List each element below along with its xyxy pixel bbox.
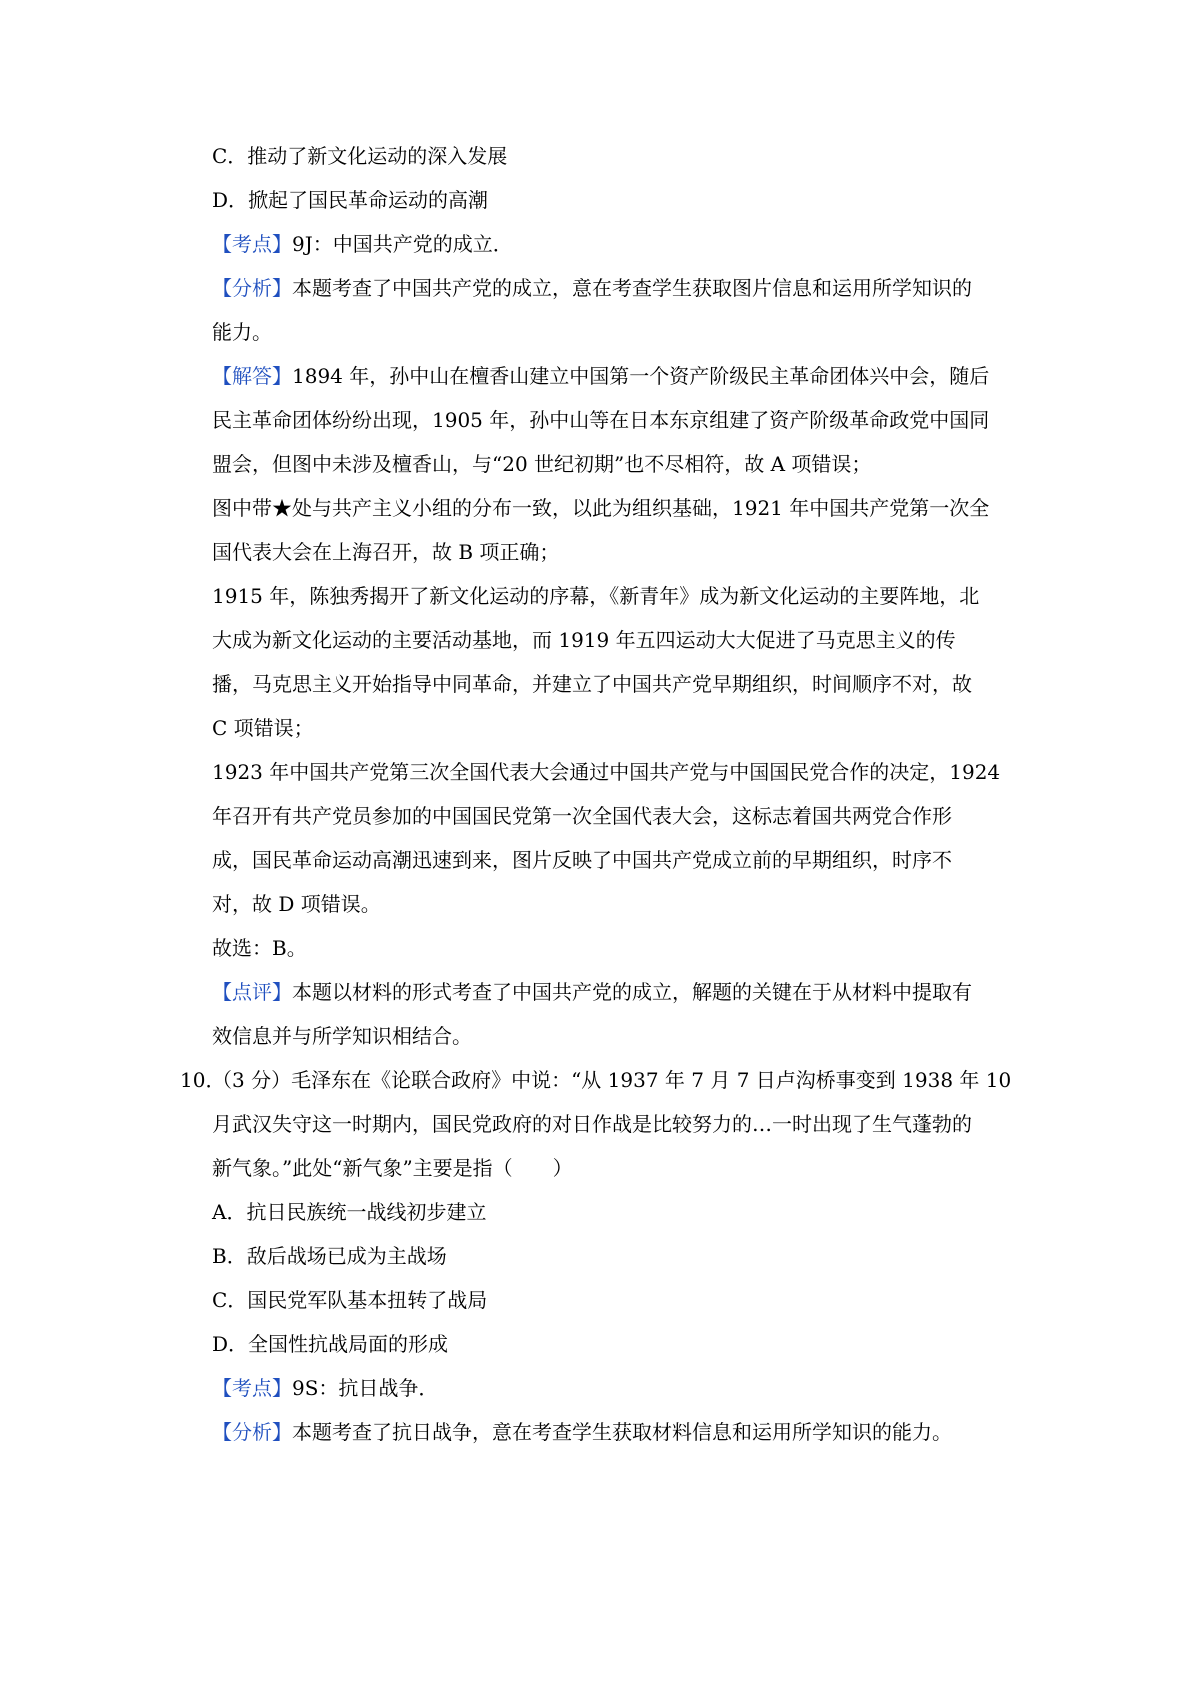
q9-jieda-line-8: 播，马克思主义开始指导中同革命，并建立了中国共产党早期组织，时间顺序不对，故	[212, 672, 972, 696]
q10-stem-line-1: （3 分）毛泽东在《论联合政府》中说：“从 1937 年 7 月 7 日卢沟桥事变到 1938 年 10	[212, 1068, 1012, 1092]
jieda-text: 1894 年，孙中山在檀香山建立中国第一个资产阶级民主革命团体兴中会，随后	[292, 364, 990, 388]
q9-dianping-line-2: 效信息并与所学知识相结合。	[212, 1024, 472, 1048]
q10-stem-line-3: 新气象。”此处“新气象”主要是指（ ）	[212, 1156, 573, 1180]
q9-jieda-line-3: 盟会，但图中未涉及檀香山，与“20 世纪初期”也不尽相符，故 A 项错误；	[212, 452, 872, 476]
kaodian-tag: 【考点】	[212, 232, 292, 256]
fenxi-tag: 【分析】	[212, 1420, 292, 1444]
q10-fenxi	[212, 1420, 952, 1444]
kaodian-tag: 【考点】	[212, 1376, 292, 1400]
kaodian-text: 9J：中国共产党的成立．	[292, 232, 513, 256]
q10-option-c: C．国民党军队基本扭转了战局	[212, 1288, 488, 1312]
q10-number: 10．	[180, 1068, 226, 1092]
q9-jieda-line-4: 图中带★处与共产主义小组的分布一致，以此为组织基础，1921 年中国共产党第一次全	[212, 496, 990, 520]
q9-jieda-line-10: 1923 年中国共产党第三次全国代表大会通过中国共产党与中国国民党合作的决定，1924	[212, 760, 1001, 784]
q9-jieda-line-7: 大成为新文化运动的主要活动基地，而 1919 年五四运动大大促进了马克思主义的传	[212, 628, 956, 652]
fenxi-text: 本题考查了抗日战争，意在考查学生获取材料信息和运用所学知识的能力。	[292, 1420, 952, 1444]
q9-jieda-line-13: 对，故 D 项错误。	[212, 892, 381, 916]
q10-kaodian	[212, 1376, 438, 1400]
option-d-prev: D．掀起了国民革命运动的高潮	[212, 188, 489, 212]
fenxi-text: 本题考查了中国共产党的成立，意在考查学生获取图片信息和运用所学知识的	[292, 276, 972, 300]
q9-jieda-line-12: 成，国民革命运动高潮迅速到来，图片反映了中国共产党成立前的早期组织，时序不	[212, 848, 952, 872]
fenxi-tag: 【分析】	[212, 276, 292, 300]
q9-answer: 故选：B。	[212, 936, 307, 960]
q10-stem-line-2: 月武汉失守这一时期内，国民党政府的对日作战是比较努力的…一时出现了生气蓬勃的	[212, 1112, 972, 1136]
q9-jieda-line-5: 国代表大会在上海召开，故 B 项正确；	[212, 540, 560, 564]
option-c-prev: C．推动了新文化运动的深入发展	[212, 144, 508, 168]
q9-kaodian	[212, 232, 513, 256]
q9-jieda-line-9: C 项错误；	[212, 716, 314, 740]
jieda-tag: 【解答】	[212, 364, 292, 388]
dianping-text: 本题以材料的形式考查了中国共产党的成立，解题的关键在于从材料中提取有	[292, 980, 972, 1004]
q9-jieda-line-1	[212, 364, 989, 388]
dianping-tag: 【点评】	[212, 980, 292, 1004]
q10-option-b: B．敌后战场已成为主战场	[212, 1244, 447, 1268]
kaodian-text: 9S：抗日战争．	[292, 1376, 439, 1400]
q9-jieda-line-6: 1915 年，陈独秀揭开了新文化运动的序幕，《新青年》成为新文化运动的主要阵地，北	[212, 584, 980, 608]
q9-dianping-line-1	[212, 980, 972, 1004]
q9-jieda-line-2: 民主革命团体纷纷出现，1905 年，孙中山等在日本东京组建了资产阶级革命政党中国同	[212, 408, 990, 432]
q9-fenxi-line-1	[212, 276, 972, 300]
q9-fenxi-line-2: 能力。	[212, 320, 272, 344]
q10-option-a: A．抗日民族统一战线初步建立	[212, 1200, 487, 1224]
q10-option-d: D．全国性抗战局面的形成	[212, 1332, 449, 1356]
q9-jieda-line-11: 年召开有共产党员参加的中国国民党第一次全国代表大会，这标志着国共两党合作形	[212, 804, 952, 828]
